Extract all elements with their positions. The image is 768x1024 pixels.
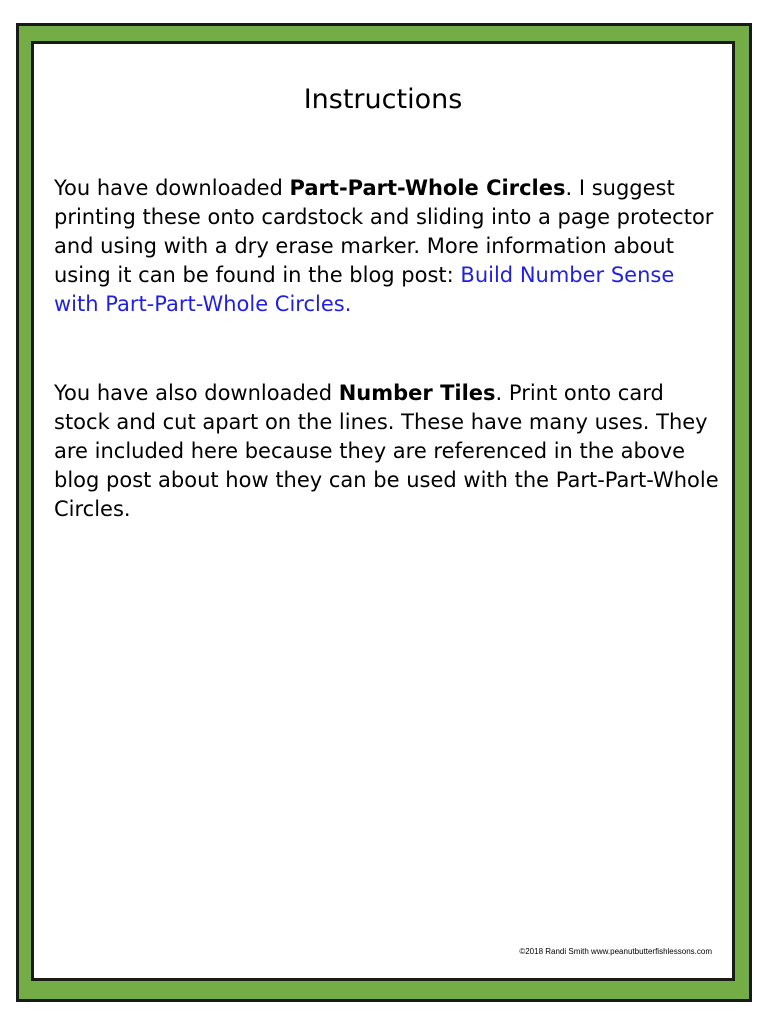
- paragraph2-bold-product: Number Tiles: [338, 381, 496, 405]
- paragraph2-text-b: . Print onto card stock and cut apart on the lines. These have many uses. They are included here because they are referenced in the above blog post about how they can be used with the Part-Part-Whole Circles.: [54, 381, 719, 521]
- copyright-footer: ©2018 Randi Smith www.peanutbutterfishlessons.com: [519, 947, 712, 956]
- paragraph-part-part-whole: [54, 174, 719, 319]
- paragraph2-text-a: You have also downloaded: [54, 381, 339, 405]
- green-border-frame: [16, 23, 752, 1002]
- instruction-page: [31, 41, 735, 981]
- paragraph1-text-a: You have downloaded: [54, 176, 290, 200]
- paragraph1-text-b: . I suggest printing these onto cardstock and sliding into a page protector and using with a dry erase marker. More information about using it can be found in the blog post:: [54, 176, 714, 287]
- blog-post-link[interactable]: Build Number Sense with Part-Part-Whole Circles.: [54, 263, 675, 316]
- paragraph-number-tiles: [54, 379, 719, 524]
- page-title: Instructions: [303, 84, 463, 115]
- paragraph1-bold-product: Part-Part-Whole Circles: [289, 176, 566, 200]
